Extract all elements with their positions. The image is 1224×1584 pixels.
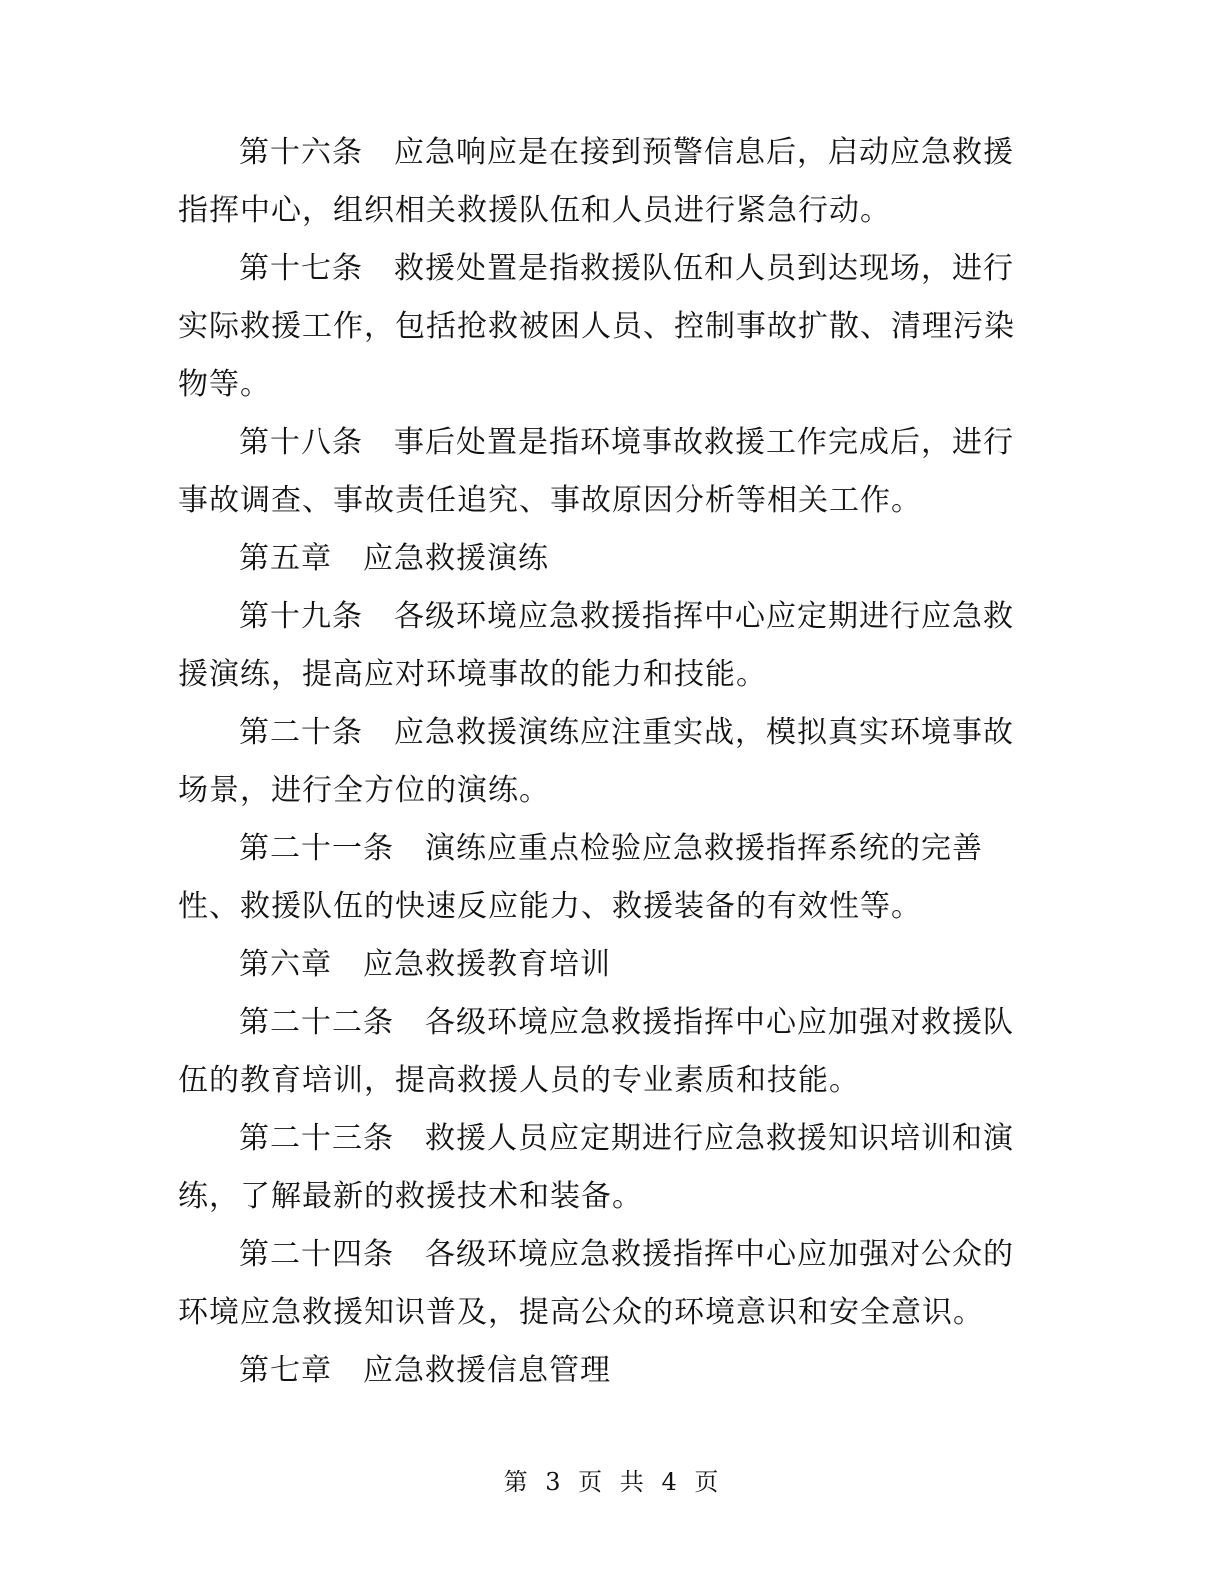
chapter-6-heading: 第六章 应急救援教育培训 — [239, 947, 611, 982]
article-19: 第十九条 各级环境应急救援指挥中心应定期进行应急救援演练，提高应对环境事故的能力和技能。 — [178, 599, 1014, 692]
chapter-5-heading: 第五章 应急救援演练 — [239, 541, 549, 576]
article-18: 第十八条 事后处置是指环境事故救援工作完成后，进行事故调查、事故责任追究、事故原因分析等相关工作。 — [178, 425, 1014, 518]
article-23: 第二十三条 救援人员应定期进行应急救援知识培训和演练，了解最新的救援技术和装备。 — [178, 1121, 1014, 1214]
article-24: 第二十四条 各级环境应急救援指挥中心应加强对公众的环境应急救援知识普及，提高公众的环境意识和安全意识。 — [178, 1237, 1014, 1330]
document-body — [178, 124, 1028, 1400]
article-21: 第二十一条 演练应重点检验应急救援指挥系统的完善性、救援队伍的快速反应能力、救援装备的有效性等。 — [178, 831, 983, 924]
article-22: 第二十二条 各级环境应急救援指挥中心应加强对救援队伍的教育培训，提高救援人员的专业素质和技能。 — [178, 1005, 1014, 1098]
article-20: 第二十条 应急救援演练应注重实战，模拟真实环境事故场景，进行全方位的演练。 — [178, 715, 1014, 808]
article-16: 第十六条 应急响应是在接到预警信息后，启动应急救援指挥中心，组织相关救援队伍和人员进行紧急行动。 — [178, 135, 1014, 228]
page-number-footer: 第 3 页 共 4 页 — [503, 1468, 721, 1496]
article-17: 第十七条 救援处置是指救援队伍和人员到达现场，进行实际救援工作，包括抢救被困人员、控制事故扩散、清理污染物等。 — [178, 251, 1015, 402]
chapter-7-heading: 第七章 应急救援信息管理 — [239, 1353, 611, 1388]
